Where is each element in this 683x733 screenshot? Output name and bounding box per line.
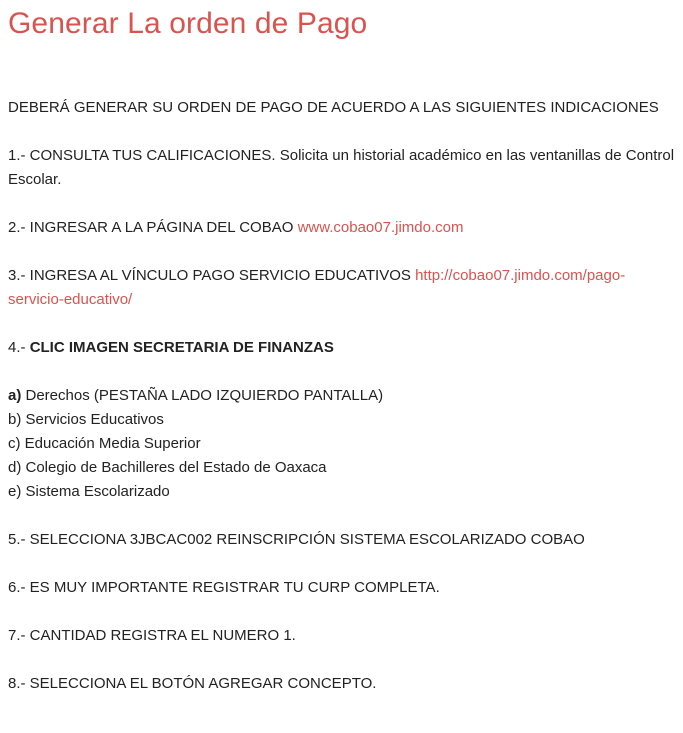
step-4-bold: CLIC IMAGEN SECRETARIA DE FINANZAS bbox=[29, 339, 334, 356]
intro-text: DEBERÁ GENERAR SU ORDEN DE PAGO DE ACUERDO A LAS SIGUIENTES INDICACIONES bbox=[8, 99, 659, 116]
substep-c: c) Educación Media Superior bbox=[8, 435, 201, 452]
step-7: 7.- CANTIDAD REGISTRA EL NUMERO 1. bbox=[8, 627, 296, 644]
pago-servicio-link[interactable]: http://cobao07.jimdo.com/pago-servicio-educativo/ bbox=[8, 267, 626, 308]
substep-b: b) Servicios Educativos bbox=[8, 411, 164, 428]
step-8: 8.- SELECCIONA EL BOTÓN AGREGAR CONCEPTO. bbox=[8, 675, 377, 692]
instructions bbox=[8, 96, 678, 696]
substep-e: e) Sistema Escolarizado bbox=[8, 483, 170, 500]
page bbox=[8, 0, 678, 720]
substep-a bbox=[8, 384, 678, 408]
substep-a-text: Derechos (PESTAÑA LADO IZQUIERDO PANTALLA) bbox=[21, 387, 384, 404]
cobao-website-link[interactable]: www.cobao07.jimdo.com bbox=[297, 219, 464, 236]
page-title: Generar La orden de Pago bbox=[8, 7, 368, 40]
step-5: 5.- SELECCIONA 3JBCAC002 REINSCRIPCIÓN SISTEMA ESCOLARIZADO COBAO bbox=[8, 531, 585, 548]
step-4-prefix: 4.- bbox=[8, 339, 30, 356]
step-2 bbox=[8, 216, 678, 240]
substep-list bbox=[8, 384, 678, 504]
step-3-text: 3.- INGRESA AL VÍNCULO PAGO SERVICIO EDUCATIVOS bbox=[8, 267, 416, 284]
step-2-text: 2.- INGRESAR A LA PÁGINA DEL COBAO bbox=[8, 219, 298, 236]
substep-a-label: a) bbox=[8, 387, 22, 404]
step-6: 6.- ES MUY IMPORTANTE REGISTRAR TU CURP COMPLETA. bbox=[8, 579, 440, 596]
step-1: 1.- CONSULTA TUS CALIFICACIONES. Solicita un historial académico en las ventanillas de Control Escolar. bbox=[8, 147, 675, 188]
substep-d: d) Colegio de Bachilleres del Estado de Oaxaca bbox=[8, 459, 327, 476]
step-3 bbox=[8, 264, 678, 312]
step-4 bbox=[8, 336, 678, 360]
